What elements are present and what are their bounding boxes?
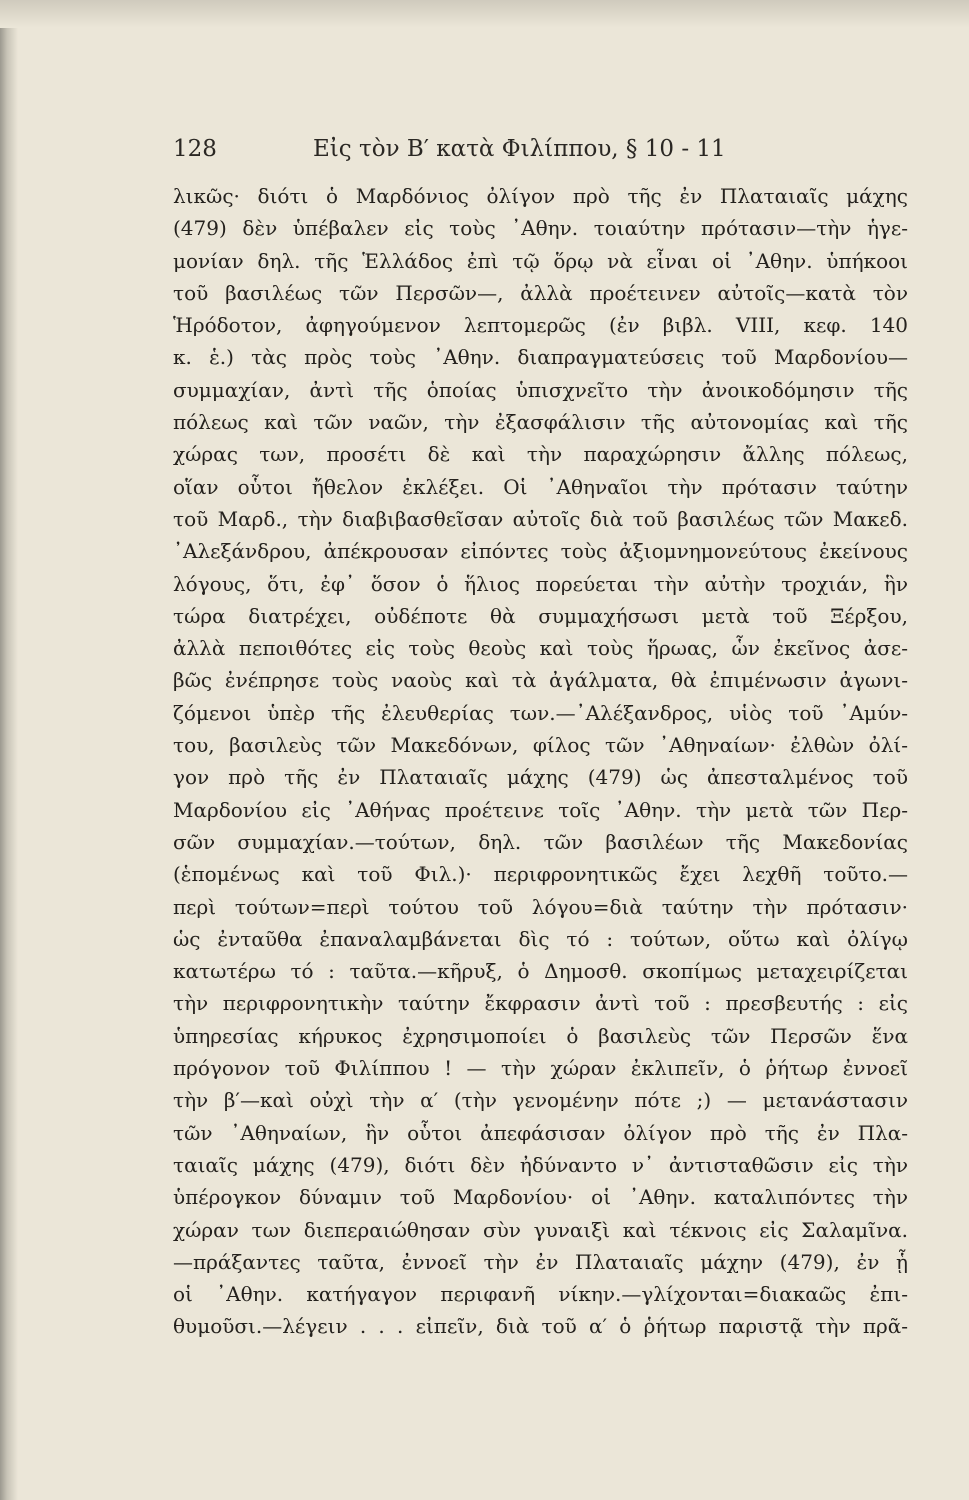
page-binding-shadow [0,0,18,1500]
text-line: οἵαν οὗτοι ἤθελον ἐκλέξει. Οἱ ᾿Αθηναῖοι τὴν πρότασιν ταύτην [173,474,908,499]
text-line: ὡς ἐνταῦθα ἐπαναλαμβάνεται δὶς τό : τούτων, οὕτω καὶ ὀλίγῳ [173,926,908,951]
text-line: ζόμενοι ὑπὲρ τῆς ἐλευθερίας των.—᾿Αλέξανδρος, υἱὸς τοῦ ᾿Αμύν- [173,700,908,725]
text-line: Ἡρόδοτον, ἀφηγούμενον λεπτομερῶς (ἐν βιβλ. VIII, κεφ. 140 [173,313,908,338]
text-line: θυμοῦσι.—λέγειν . . . εἰπεῖν, διὰ τοῦ α′ ὁ ῥήτωρ παριστᾷ τὴν πρᾶ- [173,1314,908,1339]
text-line: περὶ τούτων=περὶ τούτου τοῦ λόγου=διὰ ταύτην τὴν πρότασιν· [173,894,908,919]
text-line: συμμαχίαν, ἀντὶ τῆς ὁποίας ὑπισχνεῖτο τὴν ἀνοικοδόμησιν τῆς [173,377,908,402]
page-top-shadow [0,0,969,28]
text-line: (479) δὲν ὑπέβαλεν εἰς τοὺς ᾿Αθην. τοιαύτην πρότασιν—τὴν ἡγε- [173,216,908,241]
text-line: τὴν περιφρονητικὴν ταύτην ἔκφρασιν ἀντὶ τοῦ : πρεσβευτής : εἰς [173,991,908,1016]
text-line: λόγους, ὅτι, ἐφ᾿ ὅσον ὁ ἥλιος πορεύεται τὴν αὐτὴν τροχιάν, ἣν [173,571,908,596]
text-line: τώρα διατρέχει, οὐδέποτε θὰ συμμαχήσωσι μετὰ τοῦ Ξέρξου, [173,603,908,628]
text-line: γον πρὸ τῆς ἐν Πλαταιαῖς μάχης (479) ὡς ἀπεσταλμένος τοῦ [173,765,908,790]
text-line: βῶς ἐνέπρησε τοὺς ναοὺς καὶ τὰ ἀγάλματα, θὰ ἐπιμένωσιν ἀγωνι- [173,668,908,693]
text-line: πόλεως καὶ τῶν ναῶν, τὴν ἐξασφάλισιν τῆς αὐτονομίας καὶ τῆς [173,410,908,435]
text-line: του, βασιλεὺς τῶν Μακεδόνων, φίλος τῶν ᾿Αθηναίων· ἐλθὼν ὀλί- [173,733,908,758]
text-line: ταιαῖς μάχης (479), διότι δὲν ἠδύναντο ν᾿ ἀντισταθῶσιν εἰς τὴν [173,1152,908,1177]
text-line: τοῦ Μαρδ., τὴν διαβιβασθεῖσαν αὐτοῖς διὰ τοῦ βασιλέως τῶν Μακεδ. [173,506,908,531]
running-head [173,132,753,172]
text-line: κατωτέρω τό : ταῦτα.—κῆρυξ, ὁ Δημοσθ. σκοπίμως μεταχειρίζεται [173,959,908,984]
text-line: —πράξαντες ταῦτα, ἐννοεῖ τὴν ἐν Πλαταιαῖς μάχην (479), ἐν ᾗ [173,1249,908,1274]
text-line: οἱ ᾿Αθην. κατήγαγον περιφανῆ νίκην.—γλίχονται=διακαῶς ἐπι- [173,1282,908,1307]
text-line: πρόγονον τοῦ Φιλίππου ! — τὴν χώραν ἐκλιπεῖν, ὁ ῥήτωρ ἐννοεῖ [173,1056,908,1081]
text-line: κ. ἑ.) τὰς πρὸς τοὺς ᾿Αθην. διαπραγματεύσεις τοῦ Μαρδονίου— [173,345,908,370]
text-line: τὴν β′—καὶ οὐχὶ τὴν α′ (τὴν γενομένην πότε ;) — μετανάστασιν [173,1088,908,1113]
text-line: ᾿Αλεξάνδρου, ἀπέκρουσαν εἰπόντες τοὺς ἀξιομνημονεύτους ἐκείνους [173,539,908,564]
text-line: τῶν ᾿Αθηναίων, ἣν οὗτοι ἀπεφάσισαν ὀλίγον πρὸ τῆς ἐν Πλα- [173,1120,908,1145]
running-title: Εἰς τὸν Β′ κατὰ Φιλίππου, § 10 - 11 [313,136,726,162]
text-line: τοῦ βασιλέως τῶν Περσῶν—, ἀλλὰ προέτεινεν αὐτοῖς—κατὰ τὸν [173,280,908,305]
text-line: ἀλλὰ πεποιθότες εἰς τοὺς θεοὺς καὶ τοὺς ἥρωας, ὧν ἐκεῖνος ἀσε- [173,636,908,661]
text-line: ὑπηρεσίας κήρυκος ἐχρησιμοποίει ὁ βασιλεὺς τῶν Περσῶν ἕνα [173,1023,908,1048]
page-number: 128 [173,136,217,162]
text-line: σῶν συμμαχίαν.—τούτων, δηλ. τῶν βασιλέων τῆς Μακεδονίας [173,829,908,854]
text-line: μονίαν δηλ. τῆς Ἑλλάδος ἐπὶ τῷ ὅρῳ νὰ εἶναι οἱ ᾿Αθην. ὑπήκοοι [173,248,908,273]
text-line: χώραν των διεπεραιώθησαν σὺν γυναιξὶ καὶ τέκνοις εἰς Σαλαμῖνα. [173,1217,908,1242]
text-line: ὑπέρογκον δύναμιν τοῦ Μαρδονίου· οἱ ᾿Αθην. καταλιπόντες τὴν [173,1185,908,1210]
commentary-text [173,180,908,1343]
text-line: λικῶς· διότι ὁ Μαρδόνιος ὀλίγον πρὸ τῆς ἐν Πλαταιαῖς μάχης [173,184,908,208]
text-line: (ἑπομένως καὶ τοῦ Φιλ.)· περιφρονητικῶς ἔχει λεχθῆ τοῦτο.— [173,862,908,887]
text-line: Μαρδονίου εἰς ᾿Αθήνας προέτεινε τοῖς ᾿Αθην. τὴν μετὰ τῶν Περ- [173,797,908,822]
text-line: χώρας των, προσέτι δὲ καὶ τὴν παραχώρησιν ἄλλης πόλεως, [173,442,908,467]
